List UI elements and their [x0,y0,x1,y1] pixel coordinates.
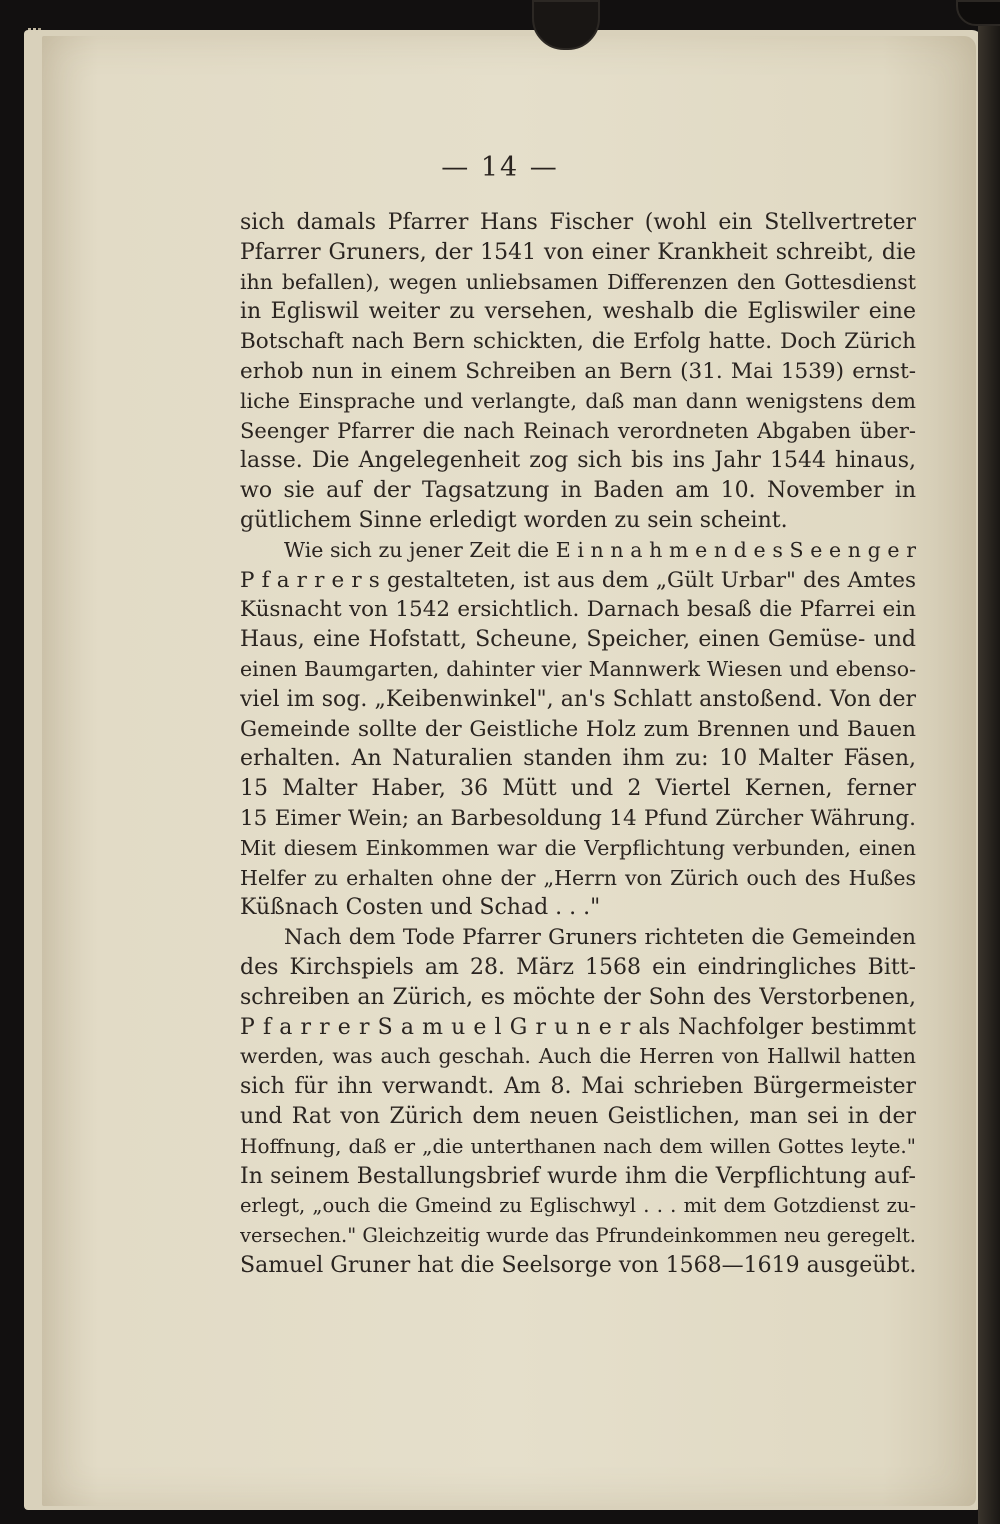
text-line: in Egliswil weiter zu versehen, weshalb die Egliswiler eine [240,299,916,325]
text-line: 15 Malter Haber, 36 Mütt und 2 Viertel Kernen, ferner [240,776,916,802]
text-line: Pfarrer Gruners, der 1541 von einer Krankheit schreibt, die [240,239,916,265]
text-line: Gemeinde sollte der Geistliche Holz zum Brennen und Bauen [240,716,916,742]
text-line: P f a r r e r S a m u e l G r u n e r als Nachfolger bestimmt [240,1014,916,1040]
text-line: Haus, eine Hofstatt, Scheune, Speicher, einen Gemüse- und [240,627,916,653]
page-clip [956,0,1000,26]
text-line: Helfer zu erhalten ohne der „Herrn von Zürich ouch des Hußes [240,865,916,890]
text-line: Küsnacht von 1542 ersichtlich. Darnach besaß die Pfarrei ein [240,597,916,623]
text-line: schreiben an Zürich, es möchte der Sohn des Verstorbenen, [240,984,916,1010]
text-line: Seenger Pfarrer die nach Reinach verordneten Abgaben über- [240,418,916,443]
book-spine [978,0,1000,1524]
text-line: P f a r r e r s gestalteten, ist aus dem „Gült Urbar" des Amtes [240,567,916,593]
text-line: einen Baumgarten, dahinter vier Mannwerk Wiesen und ebenso- [240,656,916,681]
text-line: Nach dem Tode Pfarrer Gruners richteten die Gemeinden [284,925,916,951]
text-line: viel im sog. „Keibenwinkel", an's Schlatt anstoßend. Von der [240,686,916,712]
text-line: In seinem Bestallungsbrief wurde ihm die Verpflichtung auf- [240,1163,916,1189]
text-line: Hoffnung, daß er „die unterthanen nach dem willen Gottes leyte." [240,1133,916,1158]
text-line: Wie sich zu jener Zeit die E i n n a h m e n d e s S e e n g e r [284,537,916,562]
text-line: Botschaft nach Bern schickten, die Erfolg hatte. Doch Zürich [240,329,916,355]
text-line: ihn befallen), wegen unliebsamen Differenzen den Gottesdienst [240,269,916,294]
text-line: sich für ihn verwandt. Am 8. Mai schrieben Bürgermeister [240,1074,916,1100]
text-line: erlegt, „ouch die Gmeind zu Eglischwyl . . . mit dem Gotzdienst zu- [240,1194,916,1218]
text-line: des Kirchspiels am 28. März 1568 ein eindringliches Bitt- [240,954,916,980]
text-line: wo sie auf der Tagsatzung in Baden am 10. November in [240,478,916,504]
text-line: sich damals Pfarrer Hans Fischer (wohl ein Stellvertreter [240,210,916,235]
text-line: 15 Eimer Wein; an Barbesoldung 14 Pfund Zürcher Währung. [240,805,916,831]
text-line: Mit diesem Einkommen war die Verpflichtung verbunden, einen [240,835,916,860]
text-line: erhob nun in einem Schreiben an Bern (31. Mai 1539) ernst- [240,358,916,384]
text-line: werden, was auch geschah. Auch die Herren von Hallwil hatten [240,1044,916,1069]
text-line: Samuel Gruner hat die Seelsorge von 1568—1619 ausgeübt. [240,1252,916,1278]
text-line: Küßnach Costen und Schad . . ." [240,895,601,921]
page-number: — 14 — [441,152,559,183]
text-line: erhalten. An Naturalien standen ihm zu: 10 Malter Fäsen, [240,746,916,772]
text-line: lasse. Die Angelegenheit zog sich bis ins Jahr 1544 hinaus, [240,448,916,474]
text-line: liche Einsprache und verlangte, daß man dann wenigstens dem [240,388,916,413]
body-text [240,208,916,1281]
text-line: und Rat von Zürich dem neuen Geistlichen, man sei in der [240,1103,916,1129]
text-line: versechen." Gleichzeitig wurde das Pfrundeinkommen neu geregelt. [240,1224,916,1248]
text-line: gütlichem Sinne erledigt worden zu sein scheint. [240,507,788,533]
